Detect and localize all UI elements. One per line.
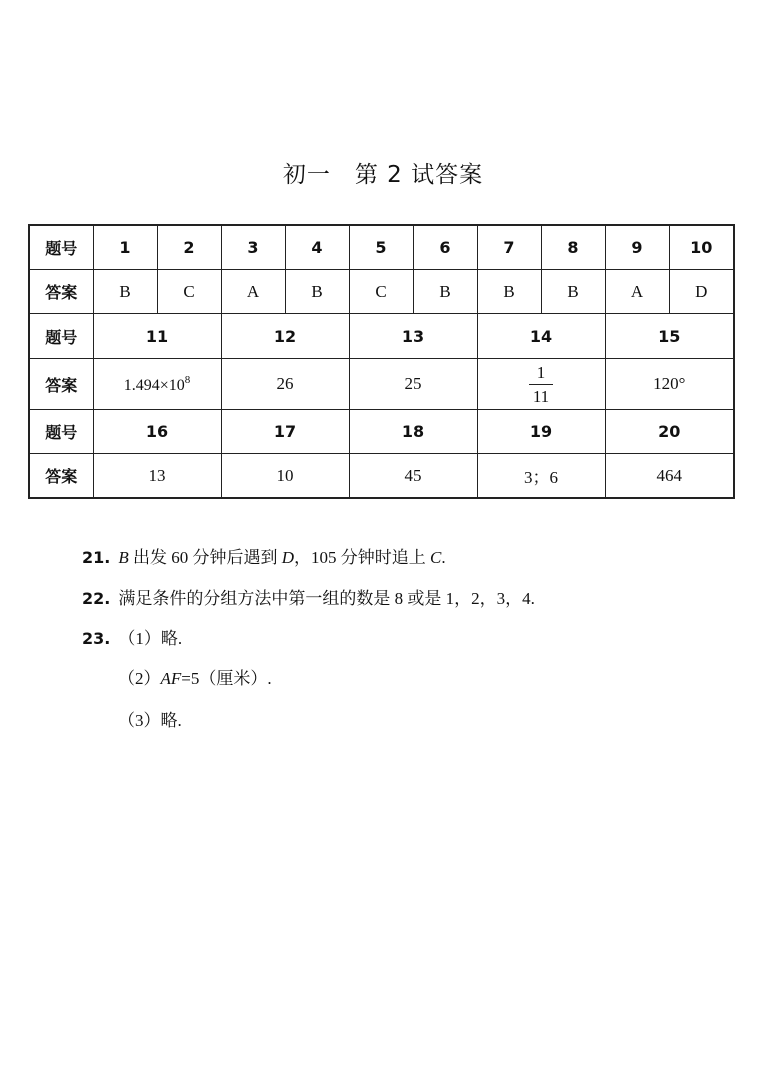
- answer-cell: A: [605, 270, 669, 314]
- answer-cell: 45: [349, 454, 477, 499]
- row-label-question: 题号: [29, 410, 93, 454]
- fraction-denominator: 11: [529, 384, 553, 405]
- answer-cell: D: [669, 270, 734, 314]
- question-23: [82, 624, 182, 649]
- answer-cell: C: [157, 270, 221, 314]
- question-22: [82, 584, 535, 609]
- answer-cell: C: [349, 270, 413, 314]
- question-number: 10: [669, 225, 734, 270]
- answer-text: （2）: [118, 669, 161, 688]
- question-number: 15: [605, 314, 734, 359]
- answer-cell: 10: [221, 454, 349, 499]
- question-number: 4: [285, 225, 349, 270]
- answer-text: =5（厘米）.: [181, 669, 272, 688]
- answer-cell: B: [285, 270, 349, 314]
- question-number-label: 23.: [82, 629, 111, 648]
- question-number: 19: [477, 410, 605, 454]
- question-number: 8: [541, 225, 605, 270]
- question-number: 11: [93, 314, 221, 359]
- question-number: 18: [349, 410, 477, 454]
- question-number: 14: [477, 314, 605, 359]
- answer-cell-scientific: [93, 359, 221, 410]
- answer-cell: B: [541, 270, 605, 314]
- answer-row-3: [29, 454, 734, 499]
- question-number: 5: [349, 225, 413, 270]
- answer-text: （3）略.: [118, 711, 182, 730]
- fraction-numerator: 1: [536, 363, 546, 382]
- question-21: [82, 543, 446, 568]
- question-number: 16: [93, 410, 221, 454]
- answer-cell: 13: [93, 454, 221, 499]
- answer-text: AF: [160, 669, 182, 688]
- question-number-row-3: [29, 410, 734, 454]
- question-number: 17: [221, 410, 349, 454]
- answer-cell: 26: [221, 359, 349, 410]
- answer-row-2: [29, 359, 734, 410]
- answer-cell-fraction: [477, 359, 605, 410]
- answer-cell: 120°: [605, 359, 734, 410]
- answer-base: 1.494×10: [123, 376, 185, 394]
- answer-text: 出发 60 分钟后遇到: [128, 548, 282, 567]
- question-number-row-1: [29, 225, 734, 270]
- question-23-part-2: [118, 664, 272, 689]
- answer-cell: 464: [605, 454, 734, 499]
- answer-text: .: [441, 548, 446, 567]
- question-number: 13: [349, 314, 477, 359]
- question-number: 9: [605, 225, 669, 270]
- question-number-label: 22.: [82, 589, 111, 608]
- answer-text: （1）略.: [118, 629, 183, 648]
- answer-text: 满足条件的分组方法中第一组的数是 8 或是 1，2，3，4.: [118, 589, 535, 608]
- answer-exponent: 8: [184, 373, 191, 386]
- answer-cell: 25: [349, 359, 477, 410]
- page-title: 初一 第 2 试答案: [282, 162, 484, 188]
- row-label-question: 题号: [29, 225, 93, 270]
- question-23-part-3: [118, 706, 182, 731]
- row-label-answer: 答案: [29, 454, 93, 499]
- row-label-question: 题号: [29, 314, 93, 359]
- answer-row-1: [29, 270, 734, 314]
- question-number: 7: [477, 225, 541, 270]
- row-label-answer: 答案: [29, 270, 93, 314]
- answer-cell: B: [477, 270, 541, 314]
- answer-cell: B: [93, 270, 157, 314]
- question-number-row-2: [29, 314, 734, 359]
- row-label-answer: 答案: [29, 359, 93, 410]
- answer-table: [28, 224, 735, 499]
- question-number: 3: [221, 225, 285, 270]
- answer-text: C: [430, 548, 442, 567]
- answer-cell: A: [221, 270, 285, 314]
- answer-text: ，105 分钟时追上: [294, 548, 431, 567]
- question-number: 20: [605, 410, 734, 454]
- question-number: 1: [93, 225, 157, 270]
- question-number: 12: [221, 314, 349, 359]
- question-number: 2: [157, 225, 221, 270]
- question-number: 6: [413, 225, 477, 270]
- answer-cell: 3；6: [477, 454, 605, 499]
- answer-text: D: [281, 548, 295, 567]
- question-number-label: 21.: [82, 548, 111, 567]
- fraction: [529, 364, 553, 405]
- answer-text: B: [118, 548, 129, 567]
- answer-cell: B: [413, 270, 477, 314]
